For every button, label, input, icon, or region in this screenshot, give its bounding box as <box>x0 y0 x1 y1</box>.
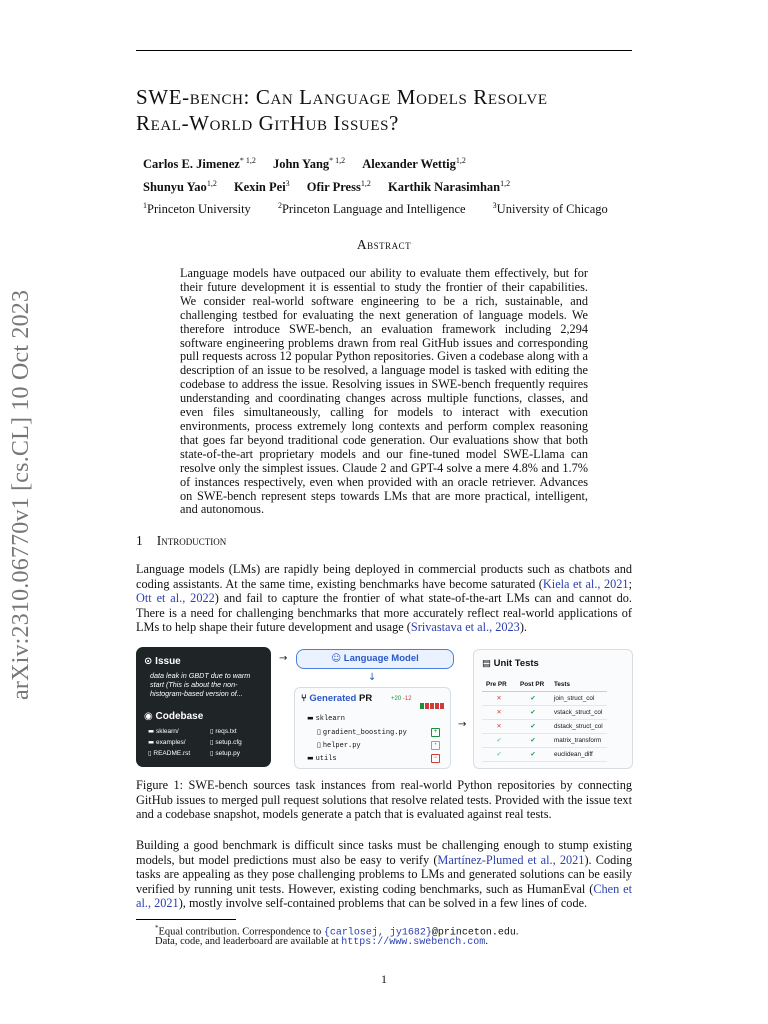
arrow-right-icon: → <box>279 653 288 664</box>
arrow-down-icon: ↓ <box>368 672 377 683</box>
citation-link[interactable]: Srivastava et al., 2023 <box>410 620 520 635</box>
intro-paragraph-1: Language models (LMs) are rapidly being deployed in commercial products such as chatbots and coding assistants. At the same time, existing benchmarks have become saturated (Kiela et al., 2021; Ott et al., 2022) and fail to capture the frontier of what state-of-the-art LMs can and cannot do. There is a need for challenging benchmarks that more accurately reflect real-world applications of LMs to help shape their future development and usage (Srivastava et al., 2023). <box>136 562 633 635</box>
pass-icon: ✔ <box>516 734 550 748</box>
fail-icon: ✕ <box>482 720 516 734</box>
authors-row-1 <box>143 156 480 172</box>
email-link[interactable]: {carlosej, jy1682} <box>323 927 432 939</box>
language-model-box: ☺ Language Model <box>296 649 454 669</box>
pr-file: ▯ helper.py <box>317 741 361 750</box>
website-link[interactable]: https://www.swebench.com <box>341 937 486 948</box>
title-line-2: Real-World GitHub Issues? <box>136 111 399 135</box>
diffstat: +20 -12 <box>391 696 412 702</box>
author: Karthik Narasimhan$^{1,2}$ <box>387 179 511 195</box>
pr-title: ⑂ Generated PR <box>301 693 373 704</box>
author: Shunyu Yao$^{1,2}$ <box>143 179 217 195</box>
citation-link[interactable]: Ott et al., 2022 <box>136 591 215 606</box>
affiliation: $^1$Princeton University <box>143 201 251 217</box>
added-icon: + <box>431 728 440 737</box>
file-icon: ▯ <box>317 741 321 749</box>
issue-panel <box>136 647 271 767</box>
affiliations <box>143 201 632 217</box>
pass-icon: ✔ <box>516 720 550 734</box>
figure-1 <box>136 647 632 768</box>
title-line-1: SWE-bench: Can Language Models Resolve <box>136 85 548 109</box>
folder-icon: ▬ <box>148 727 155 735</box>
authors-row-2 <box>143 179 524 195</box>
file-icon: ▯ <box>148 749 152 757</box>
table-row <box>482 706 607 720</box>
file-item: ▯ README.rst <box>148 749 191 757</box>
author: Ofir Press$^{1,2}$ <box>306 179 371 195</box>
pass-icon: ✔ <box>516 706 550 720</box>
affiliation: $^2$Princeton Language and Intelligence <box>277 201 466 217</box>
fail-icon: ✕ <box>482 692 516 706</box>
citation-link[interactable]: Martínez-Plumed et al., 2021 <box>437 852 585 867</box>
footnote-1: *Equal contribution. Correspondence to {carlosej, jy1682}@princeton.edu. <box>155 924 519 939</box>
test-name: matrix_transform <box>550 734 607 748</box>
citation-link[interactable]: Kiela et al., 2021 <box>542 576 629 591</box>
file-icon: ▯ <box>210 749 214 757</box>
section-heading <box>136 533 226 549</box>
test-name: euclidean_diff <box>550 748 607 762</box>
generated-pr-panel <box>294 687 451 769</box>
arxiv-stamp: arXiv:2310.06770v1 [cs.CL] 10 Oct 2023 <box>8 289 34 700</box>
column-header: Pre PR <box>482 677 516 692</box>
pass-icon: ✔ <box>482 734 516 748</box>
author: John Yang$^{* 1,2}$ <box>272 156 346 172</box>
intro-paragraph-2: Building a good benchmark is difficult since tasks must be challenging enough to stump existing models, but model predictions must also be easy to verify (Martínez-Plumed et al., 2021). Coding tasks are appealing as they pose challenging problems to LMs and generated solutions can be easily verified by running unit tests. However, existing coding benchmarks, such as HumanEval (Chen et al., 2021), mostly involve self-contained problems that can be solved in a few lines of code. <box>136 838 633 911</box>
issue-text: data leak in GBDT due to warm start (This is about the non-histogram-based version of... <box>150 671 251 698</box>
table-header-row <box>482 677 607 692</box>
affiliation: $^3$University of Chicago <box>492 201 608 217</box>
removed-icon: − <box>431 754 440 763</box>
file-icon: ▯ <box>210 727 214 735</box>
codebase-header: ◉ Codebase <box>144 711 204 722</box>
arrow-right-icon: → <box>458 719 467 730</box>
fail-icon: ✕ <box>482 706 516 720</box>
unit-tests-table <box>482 677 607 762</box>
robot-icon: ☺ <box>331 653 342 664</box>
column-header: Tests <box>550 677 607 692</box>
table-row <box>482 692 607 706</box>
abstract-heading: Abstract <box>356 237 412 252</box>
paper-title <box>136 84 636 136</box>
issue-circle-icon: ⊙ <box>144 656 153 667</box>
file-icon: ▯ <box>210 738 214 746</box>
author: Kexin Pei$^3$ <box>233 179 290 195</box>
pr-folder: ▬ sklearn <box>307 714 345 723</box>
top-rule <box>136 50 632 51</box>
unit-tests-title: ▤ Unit Tests <box>482 658 539 669</box>
test-name: join_struct_col <box>550 692 607 706</box>
folder-icon: ▬ <box>307 754 314 762</box>
author: Carlos E. Jimenez$^{* 1,2}$ <box>143 156 256 172</box>
folder-item: ▬ examples/ <box>148 738 186 746</box>
section-title: Introduction <box>156 533 227 548</box>
file-icon: ▯ <box>317 728 321 736</box>
table-row <box>482 720 607 734</box>
citation-link[interactable]: Chen et al., 2021 <box>136 881 633 911</box>
pr-file: ▯ gradient_boosting.py <box>317 728 407 737</box>
github-icon: ◉ <box>144 711 153 722</box>
page-number: 1 <box>381 972 387 986</box>
author: Alexander Wettig$^{1,2}$ <box>362 156 466 172</box>
folder-item: ▬ sklearn/ <box>148 727 179 735</box>
folder-icon: ▬ <box>148 738 155 746</box>
file-item: ▯ setup.py <box>210 749 240 757</box>
pass-icon: ✔ <box>516 748 550 762</box>
column-header: Post PR <box>516 677 550 692</box>
pass-icon: ✔ <box>516 692 550 706</box>
test-name: dstack_struct_col <box>550 720 607 734</box>
pass-icon: ✔ <box>482 748 516 762</box>
figure-caption: Figure 1: SWE-bench sources task instances from real-world Python repositories by connecting GitHub issues to merged pull request solutions that resolve related tests. Provided with the issue text and a codebase snapshot, models generate a patch that is evaluated against real tests. <box>136 778 632 822</box>
footnote-rule <box>136 919 236 920</box>
section-number: 1 <box>136 533 143 548</box>
unit-tests-panel <box>473 649 633 769</box>
abstract-body: Language models have outpaced our ability to evaluate them effectively, but for their future development it is essential to study the frontier of their capabilities. We consider real-world software engineering to be a rich, sustainable, and challenging testbed for evaluating the next generation of language models. We therefore introduce SWE-bench, an evaluation framework including 2,294 software engineering problems drawn from real GitHub issues and corresponding pull requests across 12 popular Python repositories. Given a codebase along with a description of an issue to be resolved, a language model is tasked with editing the codebase to address the issue. Resolving issues in SWE-bench frequently requires understanding and coordinating changes across multiple functions, classes, and even files simultaneously, calling for models to interact with execution environments, process extremely long contexts and perform complex reasoning that goes far beyond traditional code generation. Our evaluations show that both state-of-the-art proprietary models and our fine-tuned model SWE-Llama can resolve only the simplest issues. Claude 2 and GPT-4 solve a mere 4.8% and 1.7% of instances respectively, even when provided with an oracle retriever. Advances on SWE-bench represent steps towards LMs that are more practical, intelligent, and autonomous. <box>180 266 588 517</box>
clipboard-icon: ▤ <box>482 658 491 669</box>
folder-icon: ▬ <box>307 714 314 722</box>
file-item: ▯ reqs.txt <box>210 727 237 735</box>
pull-request-icon: ⑂ <box>301 693 307 704</box>
table-row <box>482 734 607 748</box>
test-name: vstack_struct_col <box>550 706 607 720</box>
footnote-2: Data, code, and leaderboard are available at https://www.swebench.com. <box>155 936 488 948</box>
pr-folder: ▬ utils <box>307 754 337 763</box>
table-row <box>482 748 607 762</box>
file-item: ▯ setup.cfg <box>210 738 242 746</box>
diff-blocks <box>420 696 445 714</box>
issue-header: ⊙ Issue <box>144 656 181 667</box>
modified-icon: • <box>431 741 440 750</box>
